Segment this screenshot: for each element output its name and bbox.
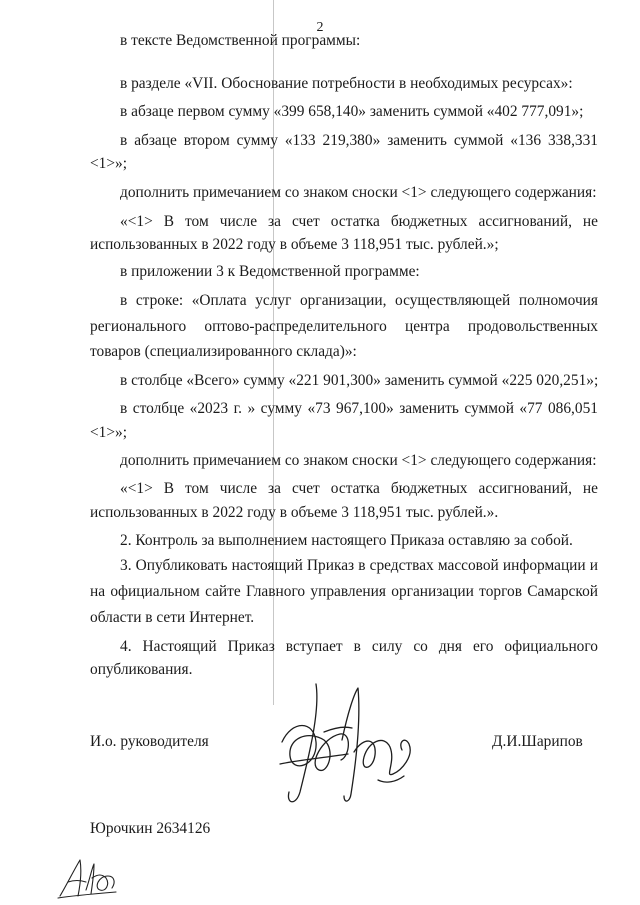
paragraph-line: области в сети Интернет. [90, 609, 255, 626]
paragraph-line: 3. Опубликовать настоящий Приказ в средствах массовой информации и [120, 557, 598, 574]
paragraph-line: опубликования. [90, 661, 193, 678]
paragraph-line: в абзаце втором сумму «133 219,380» заменить суммой «136 338,331 [120, 132, 598, 149]
paragraph-line: товаров (специализированного склада)»: [90, 343, 357, 360]
signature [278, 680, 423, 815]
paragraph-line: «<1> В том числе за счет остатка бюджетных ассигнований, не [120, 213, 598, 230]
paragraph-line: в тексте Ведомственной программы: [120, 32, 361, 49]
initials-mark [56, 852, 120, 902]
paragraph-line: в строке: «Оплата услуг организации, осуществляющей полномочия [120, 292, 598, 309]
paragraph-line: использованных в 2022 году в объеме 3 118,951 тыс. рублей.». [90, 504, 499, 521]
paragraph-line: в приложении 3 к Ведомственной программе: [120, 263, 420, 280]
executor-info: Юрочкин 2634126 [90, 820, 211, 837]
paragraph-line: дополнить примечанием со знаком сноски <1> следующего содержания: [120, 452, 597, 469]
paragraph-line: 4. Настоящий Приказ вступает в силу со дня его официального [120, 638, 598, 655]
paragraph-line: <1>»; [90, 424, 128, 441]
paragraph-line: <1>»; [90, 155, 128, 172]
paragraph-line: дополнить примечанием со знаком сноски <1> следующего содержания: [120, 184, 597, 201]
paragraph-line: в столбце «2023 г. » сумму «73 967,100» заменить суммой «77 086,051 [120, 400, 598, 417]
paragraph-line: в абзаце первом сумму «399 658,140» заменить суммой «402 777,091»; [120, 103, 584, 120]
signatory-name: Д.И.Шарипов [492, 733, 583, 750]
paragraph-line: регионального оптово-распределительного центра продовольственных [90, 318, 598, 335]
paragraph-line: в столбце «Всего» сумму «221 901,300» заменить суммой «225 020,251»; [120, 372, 599, 389]
paragraph-line: в разделе «VII. Обоснование потребности в необходимых ресурсах»: [120, 75, 573, 92]
signatory-position: И.о. руководителя [90, 733, 209, 750]
paragraph-line: на официальном сайте Главного управления организации торгов Самарской [90, 583, 598, 600]
paragraph-line: «<1> В том числе за счет остатка бюджетных ассигнований, не [120, 480, 598, 497]
paragraph-line: 2. Контроль за выполнением настоящего Приказа оставляю за собой. [120, 532, 573, 549]
paragraph-line: использованных в 2022 году в объеме 3 118,951 тыс. рублей.»; [90, 236, 499, 253]
page-number: 2 [316, 20, 324, 35]
